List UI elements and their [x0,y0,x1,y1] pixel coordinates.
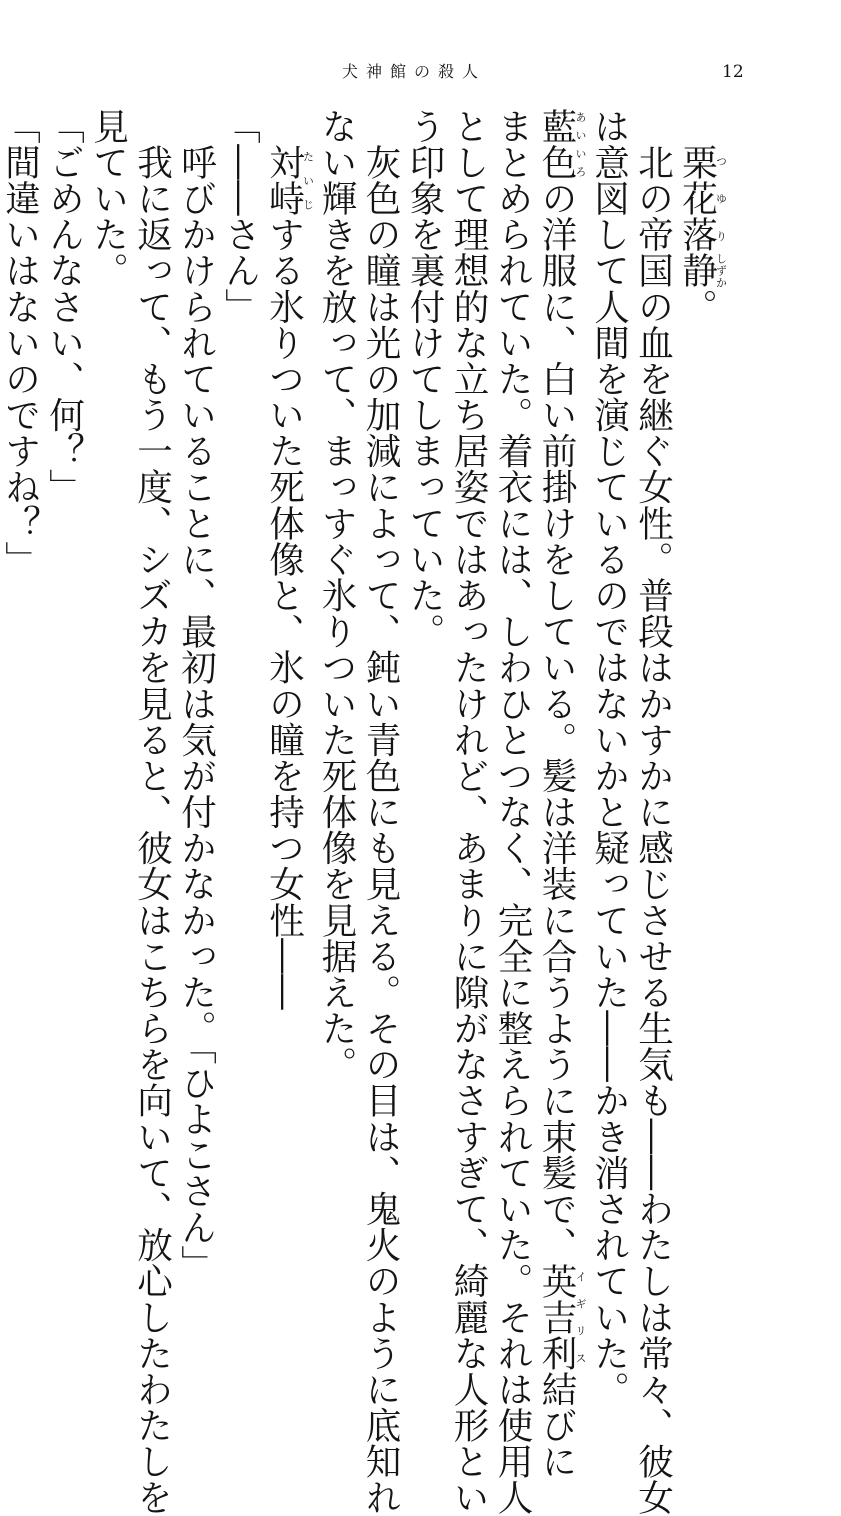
body-text [0,108,728,1516]
text-segment: 結びに [536,1371,577,1480]
ruby-annotation [263,144,315,217]
ruby-reading: つゆり [714,144,728,253]
text-segment [264,108,305,144]
ruby-reading: しずか [714,252,728,289]
text-line: 北の帝国の血を継ぐ女性。普段はかすかに感じさせる生気も――わたしは常々、彼女 [632,108,674,1516]
ruby-annotation [536,108,587,181]
text-line [675,108,728,1128]
text-line: 「――さん」 [219,108,261,325]
ruby-annotation [676,252,728,289]
text-line: ない輝きを放って、まっすぐ氷りついた死体像を見据えた。 [316,108,357,1083]
running-header [0,62,841,84]
text-line: は意図して人間を演じているのではないかと疑っていた――かき消されていた。 [588,108,630,1408]
text-line: う印象を裏付けてしまっていた。 [404,108,445,650]
ruby-annotation [536,1262,587,1372]
text-line: まとめられていた。着衣には、しわひとつなく、完全に整えられていた。それは使用人 [492,108,533,1516]
text-line: 呼びかけられていることに、最初は気が付かなかった。「ひよこさん」 [175,108,217,1282]
text-line: 「間違いはないのですね？」 [0,108,41,578]
text-segment: の洋服に、白い前掛けをしている。髪は洋装に合うように束髪で、 [536,180,577,1263]
book-title: 犬神館の殺人 [342,62,487,81]
text-line [262,108,315,1128]
text-line: として理想的な立ち居姿ではあったけれど、あまりに隙がなさすぎて、綺麗な人形とい [448,108,489,1516]
text-line: 灰色の瞳は光の加減によって、鈍い青色にも見える。その目は、鬼火のように底知れ [360,108,401,1516]
ruby-base: 静 [676,252,718,289]
text-segment: する氷りついた死体像と、氷の瞳を持つ女性―― [263,216,305,1011]
ruby-base: 藍色 [536,108,577,181]
ruby-base: 英吉利 [536,1262,577,1372]
text-segment: 。 [676,288,718,325]
page-number: 12 [722,62,744,82]
text-line: 我に返って、もう一度、シズカを見ると、彼女はこちらを向いて、放心したわたしを [131,108,173,1516]
text-segment [677,108,718,144]
ruby-reading: イギリス [574,1262,587,1372]
ruby-reading: あいいろ [574,108,587,181]
ruby-reading: たいじ [301,144,315,217]
ruby-annotation [676,144,728,253]
ruby-base: 対峙 [263,144,305,217]
text-line: 見ていた。 [87,108,129,289]
ruby-base: 栗花落 [676,144,718,253]
text-line: 「ごめんなさい、何？」 [43,108,85,505]
text-line [534,108,587,1480]
